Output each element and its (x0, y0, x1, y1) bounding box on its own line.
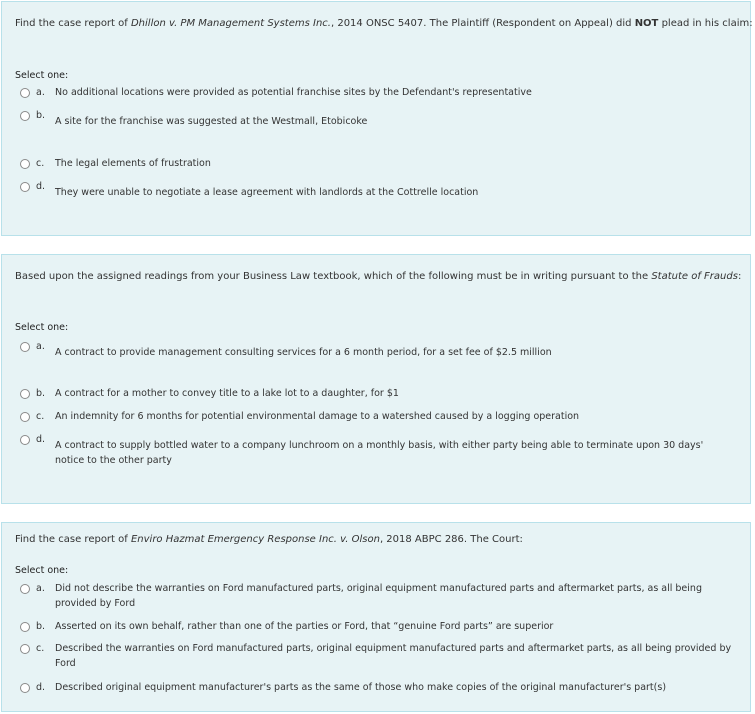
question-text-prefix: Based upon the assigned readings from your Business Law textbook, which of the following must be in writing pursuant to the (15, 271, 652, 282)
option-a[interactable] (20, 581, 740, 613)
case-name: Enviro Hazmat Emergency Response Inc. v. Olson (130, 534, 380, 545)
option-c[interactable] (20, 156, 740, 172)
question-text-suffix: , 2018 ABPC 286. The Court: (379, 534, 523, 545)
option-b[interactable] (20, 619, 740, 635)
option-text: Described the warranties on Ford manufactured parts, original equipment manufactured parts and aftermarket parts, as all being provided by Ford (55, 643, 732, 669)
question-card-3 (1, 522, 751, 712)
option-text: Asserted on its own behalf, rather than one of the parties or Ford, that “genuine Ford parts” are superior (55, 621, 554, 632)
question-card-2 (1, 254, 751, 504)
radio-button[interactable] (20, 584, 30, 594)
option-d[interactable] (20, 432, 740, 472)
question-text-suffix: : (737, 271, 742, 282)
option-text: A contract to provide management consulting services for a 6 month period, for a set fee of $2.5 million (55, 347, 552, 358)
option-letter: a. (36, 87, 45, 98)
option-text: A contract for a mother to convey title to a lake lot to a daughter, for $1 (55, 388, 399, 399)
select-one-label: Select one: (15, 70, 69, 81)
option-c[interactable] (20, 641, 740, 673)
question-text-prefix: Find the case report of (15, 18, 131, 29)
question-card-1 (1, 1, 751, 236)
statute-name: Statute of Frauds (651, 271, 738, 282)
radio-button[interactable] (20, 111, 30, 121)
option-letter: d. (36, 181, 46, 192)
option-text: An indemnity for 6 months for potential environmental damage to a watershed caused by a logging operation (55, 411, 580, 422)
option-text: The legal elements of frustration (55, 158, 211, 169)
option-text: A site for the franchise was suggested at the Westmall, Etobicoke (55, 116, 368, 127)
radio-button[interactable] (20, 389, 30, 399)
option-letter: b. (36, 388, 46, 399)
option-letter: c. (36, 411, 45, 422)
option-letter: d. (36, 682, 46, 693)
option-letter: c. (36, 643, 45, 654)
option-letter: d. (36, 434, 46, 445)
question-text (15, 270, 740, 283)
question-text-middle: , 2014 ONSC 5407. The Plaintiff (Respondent on Appeal) did (330, 18, 635, 29)
radio-button[interactable] (20, 683, 30, 693)
option-text: Did not describe the warranties on Ford manufactured parts, original equipment manufactured parts and aftermarket parts, as all being provided by Ford (55, 583, 702, 609)
question-text-prefix: Find the case report of (15, 534, 131, 545)
question-text (15, 17, 753, 30)
select-one-label: Select one: (15, 322, 69, 333)
question-text (15, 533, 740, 546)
radio-button[interactable] (20, 412, 30, 422)
option-b[interactable] (20, 386, 740, 402)
option-text: A contract to supply bottled water to a company lunchroom on a monthly basis, with either party being able to terminate upon 30 days' notice to the other party (55, 440, 704, 466)
radio-button[interactable] (20, 342, 30, 352)
option-b[interactable] (20, 108, 740, 132)
option-letter: c. (36, 158, 45, 169)
option-text: They were unable to negotiate a lease agreement with landlords at the Cottrelle location (55, 187, 479, 198)
option-c[interactable] (20, 409, 740, 425)
option-letter: b. (36, 110, 46, 121)
option-letter: b. (36, 621, 46, 632)
select-one-label: Select one: (15, 565, 69, 576)
emphasis-not: NOT (634, 18, 659, 29)
radio-button[interactable] (20, 88, 30, 98)
radio-button[interactable] (20, 435, 30, 445)
option-text: Described original equipment manufacturer's parts as the same of those who make copies of the original manufacturer's part(s) (55, 682, 667, 693)
radio-button[interactable] (20, 182, 30, 192)
radio-button[interactable] (20, 622, 30, 632)
option-d[interactable] (20, 179, 740, 203)
radio-button[interactable] (20, 159, 30, 169)
option-letter: a. (36, 341, 45, 352)
case-name: Dhillon v. PM Management Systems Inc. (130, 18, 331, 29)
option-a[interactable] (20, 85, 740, 101)
option-text: No additional locations were provided as potential franchise sites by the Defendant's representative (55, 87, 532, 98)
question-text-suffix: plead in his claim: (658, 18, 753, 29)
radio-button[interactable] (20, 644, 30, 654)
option-letter: a. (36, 583, 45, 594)
option-d[interactable] (20, 680, 740, 696)
option-a[interactable] (20, 339, 740, 363)
